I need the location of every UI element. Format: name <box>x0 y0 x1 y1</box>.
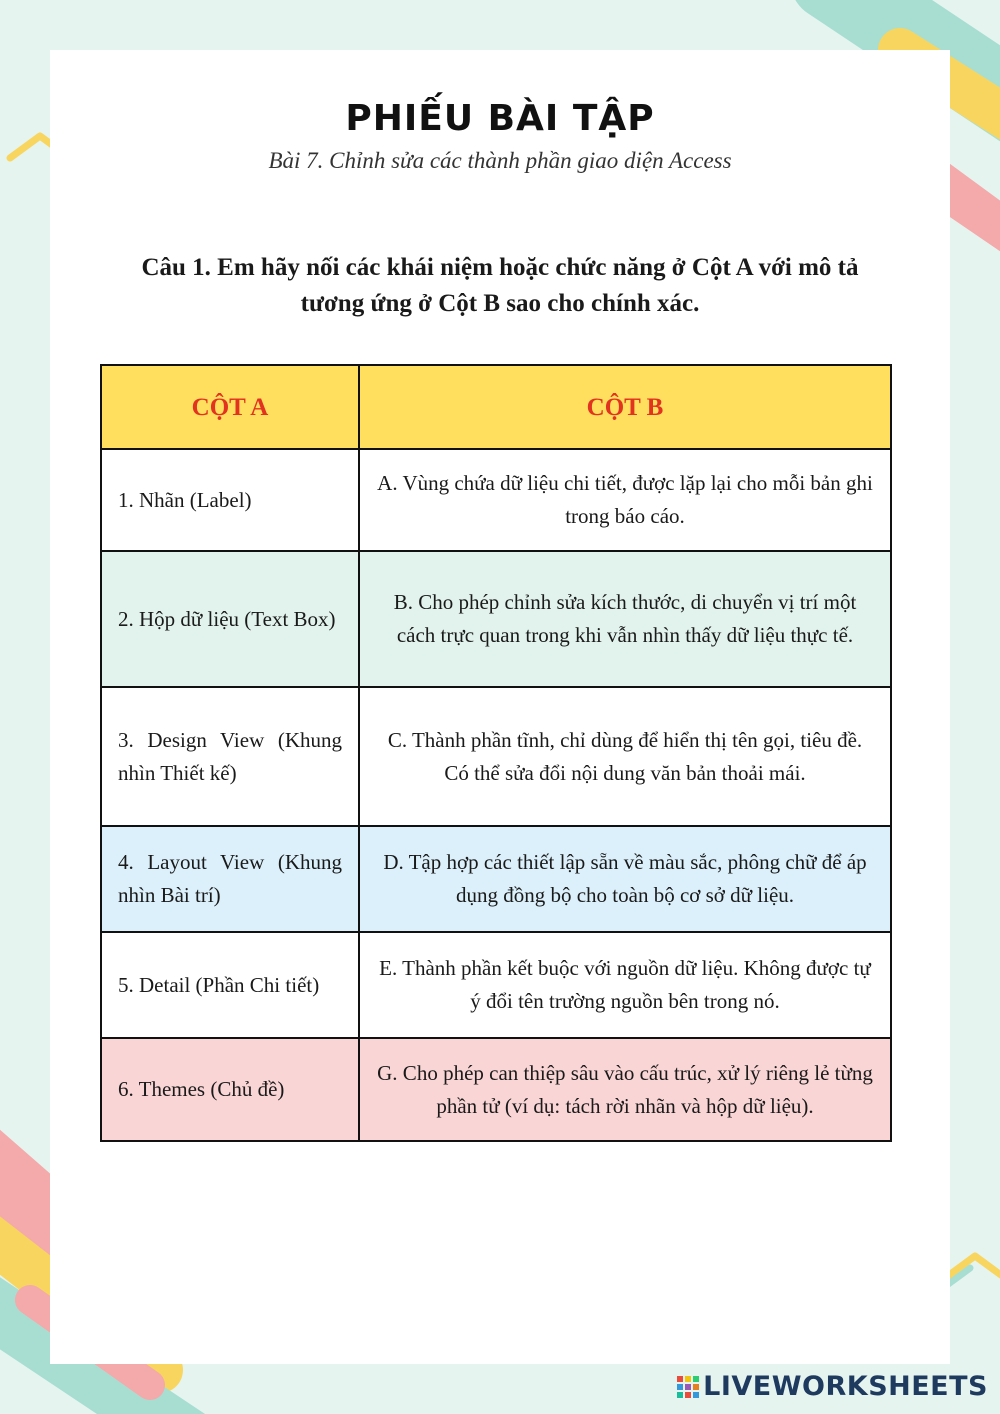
column-a-item[interactable]: 3. Design View (Khung nhìn Thiết kế) <box>101 687 359 826</box>
column-b-description[interactable]: D. Tập hợp các thiết lập sẵn về màu sắc, phông chữ để áp dụng đồng bộ cho toàn bộ cơ sở dữ liệu. <box>359 826 891 932</box>
liveworksheets-brand[interactable] <box>677 1371 988 1402</box>
page-title: PHIẾU BÀI TẬP <box>345 98 655 139</box>
column-b-description[interactable]: A. Vùng chứa dữ liệu chi tiết, được lặp lại cho mỗi bản ghi trong báo cáo. <box>359 449 891 551</box>
table-row <box>101 826 891 932</box>
column-a-header: CỘT A <box>101 365 359 449</box>
table-row <box>101 932 891 1038</box>
column-a-item[interactable]: 2. Hộp dữ liệu (Text Box) <box>101 551 359 687</box>
column-a-item[interactable]: 5. Detail (Phần Chi tiết) <box>101 932 359 1038</box>
brand-name: LIVEWORKSHEETS <box>703 1371 988 1402</box>
table-header-row <box>101 365 891 449</box>
column-b-description[interactable]: C. Thành phần tĩnh, chỉ dùng để hiển thị tên gọi, tiêu đề. Có thể sửa đổi nội dung văn bản thoải mái. <box>359 687 891 826</box>
liveworksheets-logo-icon <box>677 1376 699 1398</box>
column-b-description[interactable]: G. Cho phép can thiệp sâu vào cấu trúc, xử lý riêng lẻ từng phần tử (ví dụ: tách rời nhãn và hộp dữ liệu). <box>359 1038 891 1141</box>
column-a-item[interactable]: 6. Themes (Chủ đề) <box>101 1038 359 1141</box>
table-row <box>101 1038 891 1141</box>
table-row <box>101 551 891 687</box>
column-b-description[interactable]: B. Cho phép chỉnh sửa kích thước, di chuyển vị trí một cách trực quan trong khi vẫn nhìn thấy dữ liệu thực tế. <box>359 551 891 687</box>
matching-table <box>100 364 892 1142</box>
table-row <box>101 449 891 551</box>
column-a-item[interactable]: 4. Layout View (Khung nhìn Bài trí) <box>101 826 359 932</box>
column-a-item[interactable]: 1. Nhãn (Label) <box>101 449 359 551</box>
column-b-header: CỘT B <box>359 365 891 449</box>
column-b-description[interactable]: E. Thành phần kết buộc với nguồn dữ liệu. Không được tự ý đổi tên trường nguồn bên trong nó. <box>359 932 891 1038</box>
question-text: Câu 1. Em hãy nối các khái niệm hoặc chức năng ở Cột A với mô tả tương ứng ở Cột B sao cho chính xác. <box>141 254 859 317</box>
table-row <box>101 687 891 826</box>
page-subtitle: Bài 7. Chỉnh sửa các thành phần giao diện Access <box>268 148 732 173</box>
